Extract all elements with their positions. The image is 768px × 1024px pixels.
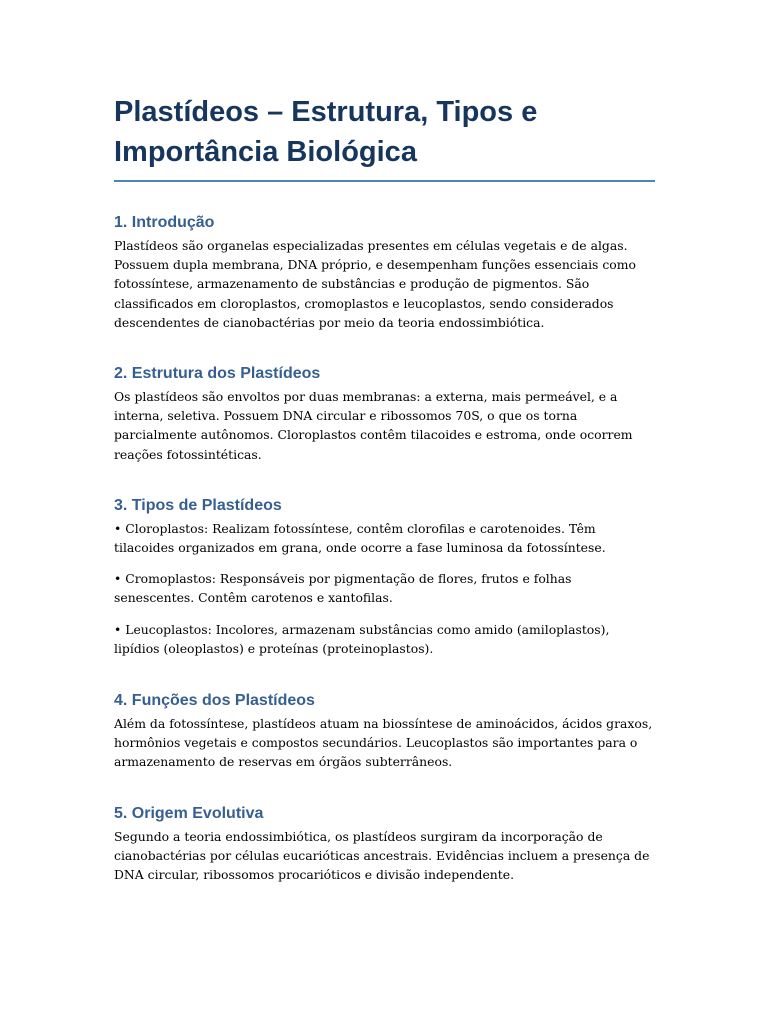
bullet-paragraph-cromoplastos: • Cromoplastos: Responsáveis por pigmentação de flores, frutos e folhas senescentes. Contêm carotenos e xantofilas. [114,571,572,606]
section-introducao [114,213,654,332]
section-origem [114,804,654,885]
section-paragraph: Segundo a teoria endossimbiótica, os plastídeos surgiram da incorporação de cianobactérias por células eucarióticas ancestrais. Evidências incluem a presença de DNA circular, ribossomos procarióticos e divisão independente. [114,828,650,883]
document-title: Plastídeos – Estrutura, Tipos e Importância Biológica [114,92,655,182]
section-tipos [114,496,654,658]
section-heading: 3. Tipos de Plastídeos [114,496,282,514]
bullet-paragraph-leucoplastos: • Leucoplastos: Incolores, armazenam substâncias como amido (amiloplastos), lipídios (oleoplastos) e proteínas (proteinoplastos). [114,621,610,656]
section-estrutura [114,364,654,464]
bullet-paragraph-cloroplastos: • Cloroplastos: Realizam fotossíntese, contêm clorofilas e carotenoides. Têm tilacoides organizados em grana, onde ocorre a fase luminosa da fotossíntese. [114,520,606,556]
section-paragraph: Plastídeos são organelas especializadas presentes em células vegetais e de algas. Possuem dupla membrana, DNA próprio, e desempenham funções essenciais como fotossíntese, armazenamento de substâncias e produção de pigmentos. São classificados em cloroplastos, cromoplastos e leucoplastos, sendo considerados descendentes de cianobactérias por meio da teoria endossimbiótica. [114,238,636,330]
section-heading: 2. Estrutura dos Plastídeos [114,365,321,383]
section-heading: 5. Origem Evolutiva [114,804,264,822]
section-heading: 4. Funções dos Plastídeos [114,692,315,710]
section-paragraph: Os plastídeos são envoltos por duas membranas: a externa, mais permeável, e a interna, seletiva. Possuem DNA circular e ribossomos 70S, o que os torna parcialmente autônomos. Cloroplastos contêm tilacoides e estroma, onde ocorrem reações fotossintéticas. [114,389,633,462]
section-heading: 1. Introdução [114,214,215,231]
section-funcoes [114,691,654,772]
section-paragraph: Além da fotossíntese, plastídeos atuam na biossíntese de aminoácidos, ácidos graxos, hormônios vegetais e compostos secundários. Leucoplastos são importantes para o armazenamento de reservas em órgãos subterrâneos. [114,716,653,770]
